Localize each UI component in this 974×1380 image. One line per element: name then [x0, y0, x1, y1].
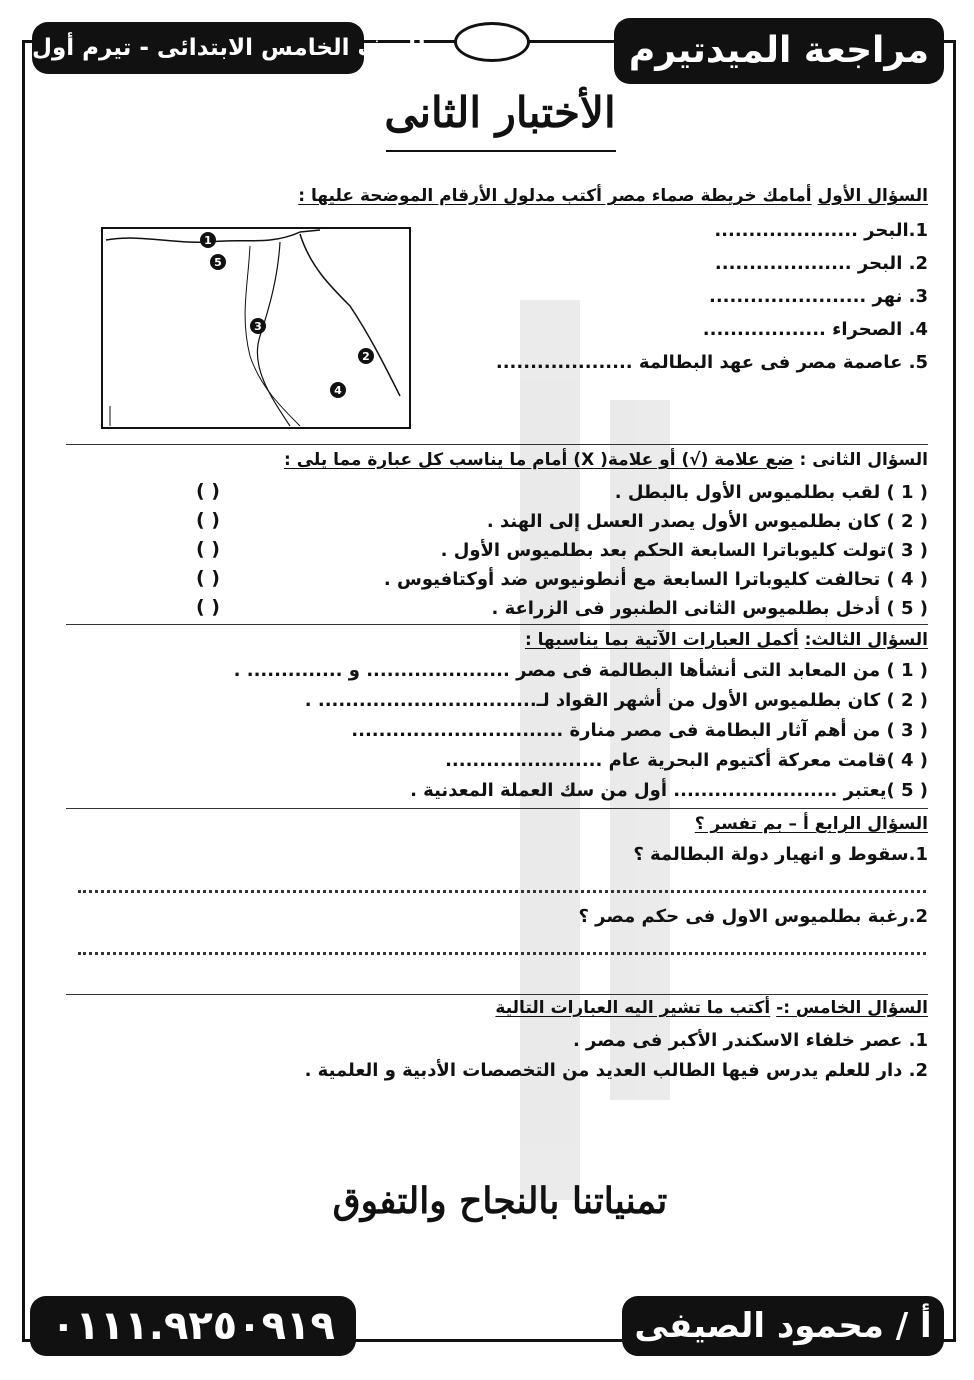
answer-dotted-line[interactable]	[78, 890, 926, 893]
q5-item-1: 1. عصر خلفاء الاسكندر الأكبر فى مصر .	[572, 1030, 928, 1051]
map-number-2: 2	[362, 350, 370, 363]
separator	[66, 444, 928, 445]
map-number-3: 3	[254, 320, 262, 333]
q3-heading	[525, 630, 928, 650]
q5-item-2: 2. دار للعلم يدرس فيها الطالب العديد من التخصصات الأدبية و العلمية .	[304, 1060, 928, 1081]
q2-instruction: ضع علامة (√) أو علامة( X) أمام ما يناسب كل عبارة مما يلى :	[283, 450, 794, 470]
q5-instruction: أكتب ما تشير اليه العبارات التالية	[495, 998, 771, 1018]
q2-answer-box-2[interactable]: ( )	[196, 509, 220, 531]
exam-title: الأختبار الثانى	[384, 88, 616, 137]
q3-item-5: ( 5 )يعتبر ........................ أول من سك العملة المعدنية .	[410, 780, 928, 801]
footer-teacher-name: أ / محمود الصيفى	[622, 1296, 944, 1356]
egypt-blank-map	[100, 226, 412, 436]
answer-dotted-line[interactable]	[78, 952, 926, 955]
q1-title: السؤال الأول	[817, 186, 928, 206]
q1-heading	[298, 186, 928, 206]
separator	[66, 624, 928, 625]
q2-item-1: ( 1 ) لقب بطلميوس الأول بالبطل .	[614, 482, 928, 503]
q5-heading	[495, 998, 928, 1018]
q4-title: السؤال الرابع أ – بم تفسر ؟	[694, 814, 928, 834]
q3-instruction: أكمل العبارات الآتية بما يناسبها :	[524, 630, 799, 650]
q2-answer-box-3[interactable]: ( )	[196, 538, 220, 560]
q3-item-3: ( 3 ) من أهم آثار البطامة فى مصر منارة ...............................	[351, 720, 928, 741]
q4-item-2: 2.رغبة بطلميوس الاول فى حكم مصر ؟	[578, 906, 928, 927]
map-number-5: 5	[214, 256, 222, 269]
q4-heading	[695, 814, 928, 834]
q2-heading	[284, 450, 928, 470]
footer-phone: ٠١١١.٩٢٥٠٩١٩	[30, 1296, 356, 1356]
q1-instruction: أمامك خريطة صماء مصر أكتب مدلول الأرقام الموضحة عليها :	[298, 186, 812, 206]
map-number-1: 1	[204, 234, 212, 247]
q3-title: السؤال الثالث:	[804, 630, 928, 650]
q2-answer-box-1[interactable]: ( )	[196, 480, 220, 502]
q2-answer-box-4[interactable]: ( )	[196, 567, 220, 589]
separator	[66, 994, 928, 995]
header-title-left: للصف الخامس الابتدائى - تيرم أول	[32, 22, 364, 74]
q2-item-2: ( 2 ) كان بطلميوس الأول يصدر العسل إلى الهند .	[486, 511, 928, 532]
header-title-right: مراجعة الميدتيرم	[614, 18, 944, 84]
q1-item-1: 1.البحر .....................	[714, 220, 928, 241]
q4-item-1: 1.سقوط و انهيار دولة البطالمة ؟	[633, 844, 928, 865]
q3-item-2: ( 2 ) كان بطلميوس الأول من أشهر القواد لـ................................ .	[304, 690, 928, 711]
q3-item-4: ( 4 )قامت معركة أكتيوم البحرية عام .......................	[445, 750, 928, 771]
map-number-4: 4	[334, 384, 342, 397]
exam-title-underline	[386, 150, 616, 152]
q3-item-1: ( 1 ) من المعابد التى أنشأها البطالمة فى مصر ..................... و .............. .	[233, 660, 928, 681]
q2-title: السؤال الثانى :	[799, 450, 928, 470]
q2-answer-box-5[interactable]: ( )	[196, 596, 220, 618]
q5-title: السؤال الخامس :-	[776, 998, 928, 1018]
q2-item-5: ( 5 ) أدخل بطلميوس الثانى الطنبور فى الزراعة .	[491, 598, 928, 619]
q1-item-5: 5. عاصمة مصر فى عهد البطالمة ....................	[495, 352, 928, 373]
separator	[66, 808, 928, 809]
closing-slogan: تمنياتنا بالنجاح والتفوق	[332, 1180, 668, 1222]
q2-item-4: ( 4 ) تحالفت كليوباترا السابعة مع أنطونيوس ضد أوكتافيوس .	[383, 569, 928, 590]
q1-item-2: 2. البحر ....................	[714, 253, 928, 274]
q1-item-3: 3. نهر .......................	[708, 286, 928, 307]
header-oval-ornament	[454, 22, 530, 62]
q2-item-3: ( 3 )تولت كليوباترا السابعة الحكم بعد بطلميوس الأول .	[440, 540, 928, 561]
q1-item-4: 4. الصحراء ..................	[702, 319, 928, 340]
